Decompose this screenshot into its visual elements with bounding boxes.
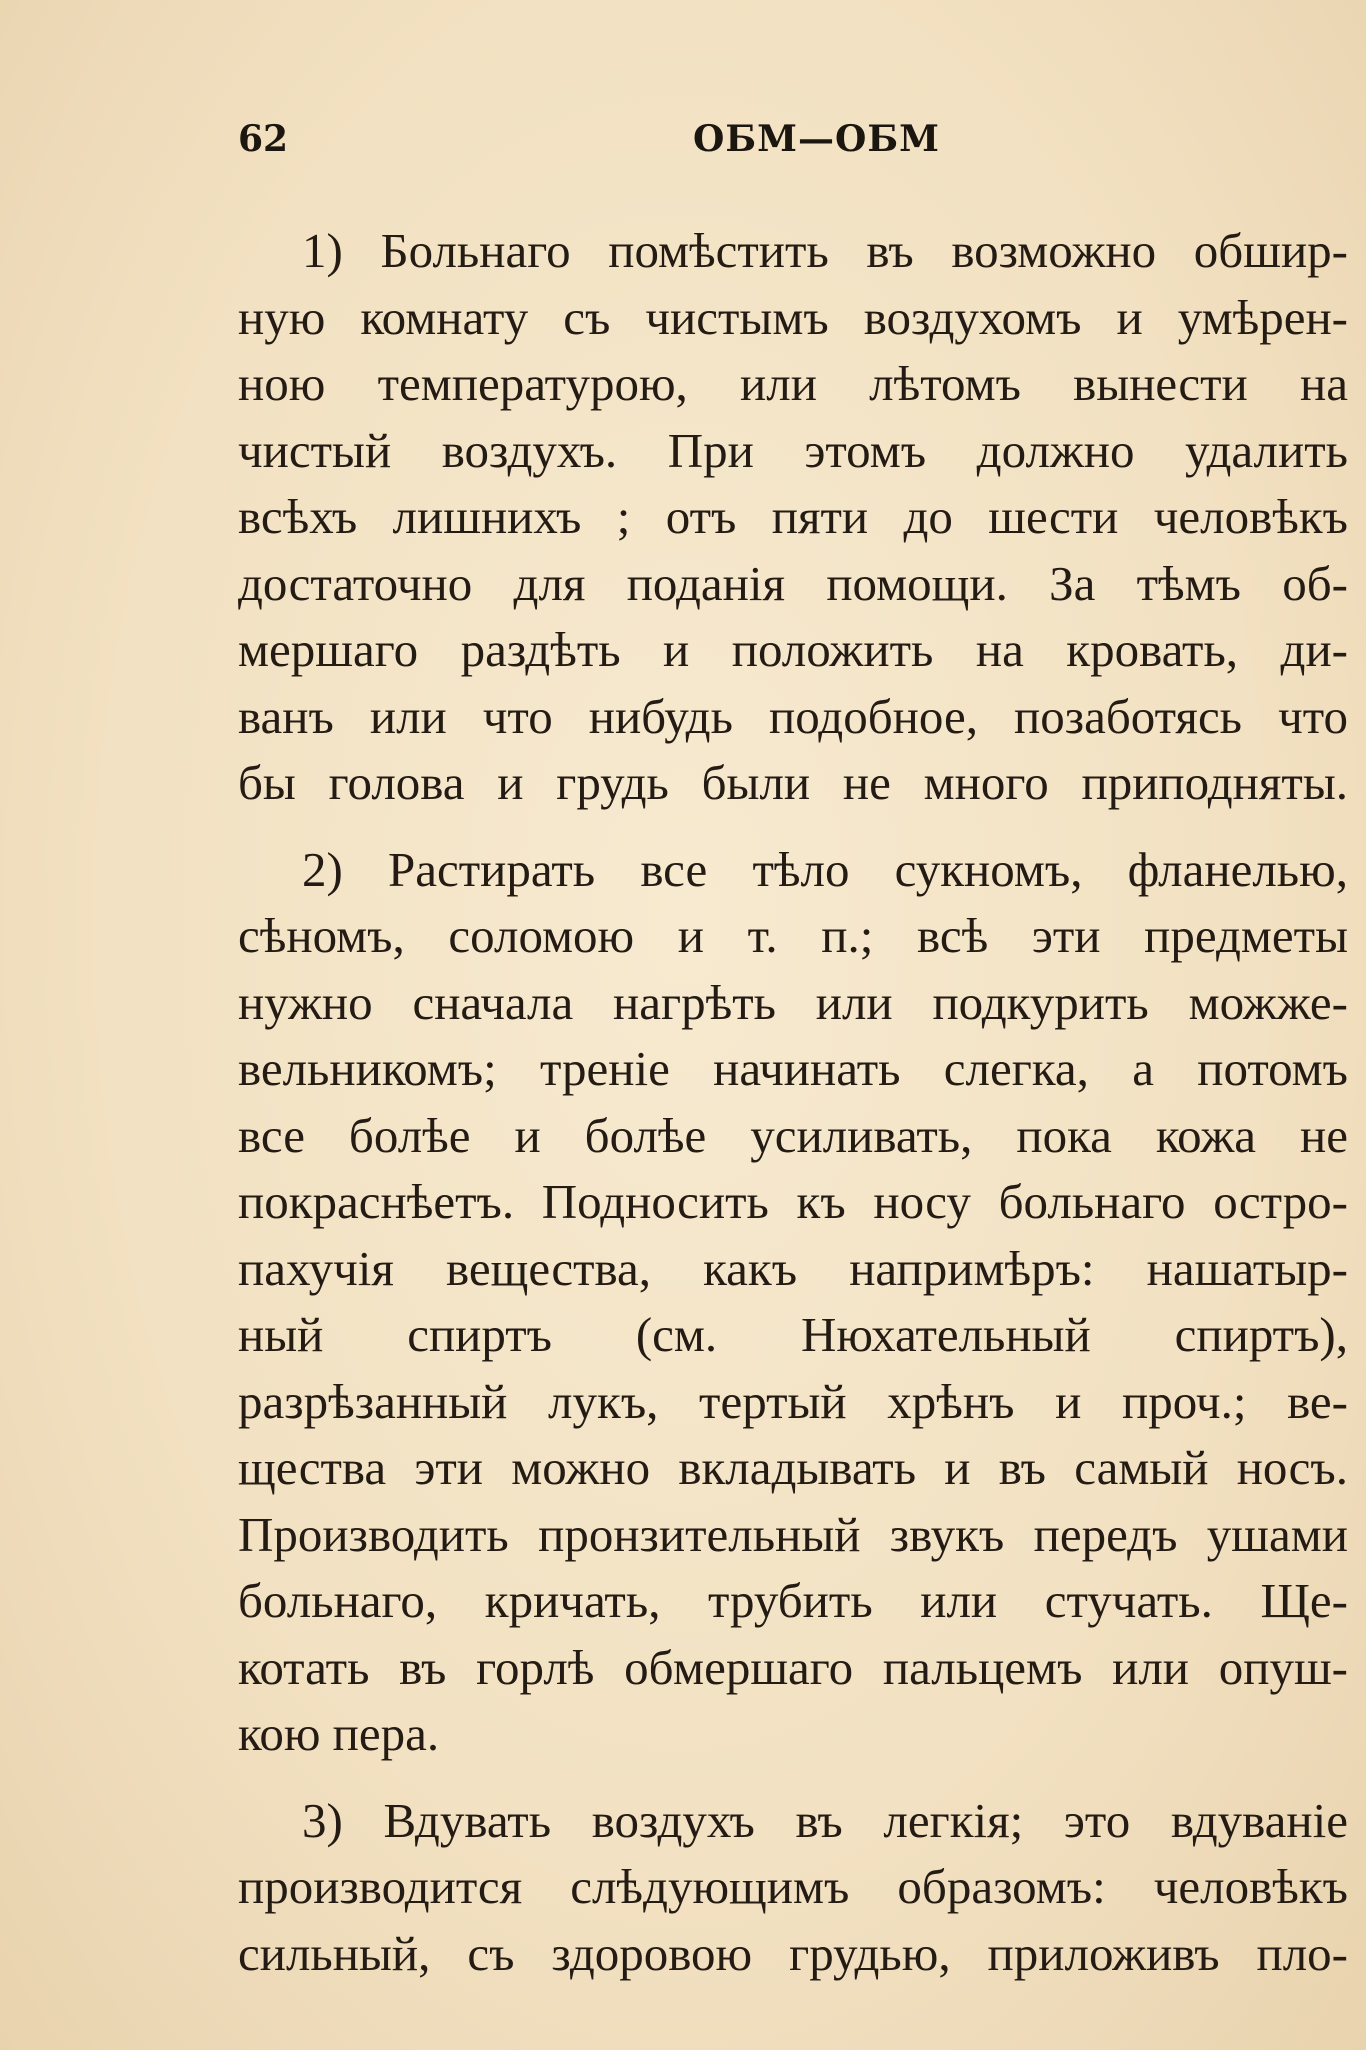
paragraph-2 (238, 837, 1348, 1768)
running-head: ОБМ—ОБМ (693, 118, 940, 160)
text-line: 3) Вдувать воздухъ въ легкія; это вдуваніе (302, 1792, 1348, 1848)
text-line: нужно сначала нагрѣть или подкурить можже- (238, 974, 1348, 1030)
text-line: сѣномъ, соломою и т. п.; всѣ эти предметы (238, 908, 1348, 963)
page-header (238, 112, 1366, 172)
text-line: вельникомъ; треніе начинать слегка, а потомъ (238, 1041, 1348, 1096)
text-line: производится слѣдующимъ образомъ: человѣкъ (238, 1859, 1348, 1914)
text-line: покраснѣетъ. Подносить къ носу больнаго остро- (238, 1174, 1348, 1229)
text-line: всѣхъ лишнихъ ; отъ пяти до шести человѣкъ (238, 489, 1348, 544)
paragraph-1 (238, 218, 1348, 817)
body-text (238, 218, 1348, 1987)
text-line: достаточно для поданія помощи. За тѣмъ об- (238, 555, 1348, 611)
paragraph-gap (238, 1768, 1348, 1788)
paragraph-3 (238, 1788, 1348, 1988)
text-line: кою пера. (238, 1706, 440, 1761)
text-line: сильный, съ здоровою грудью, приложивъ пло- (238, 1925, 1348, 1981)
text-line: ный спиртъ (см. Нюхательный спиртъ), (238, 1307, 1348, 1362)
text-line: 2) Растирать все тѣло сукномъ, фланелью, (302, 841, 1348, 897)
text-line: ную комнату съ чистымъ воздухомъ и умѣрен- (238, 289, 1348, 345)
page-number: 62 (238, 118, 289, 160)
text-line: ванъ или что нибудь подобное, позаботясь что (238, 688, 1348, 744)
text-line: котать въ горлѣ обмершаго пальцемъ или опуш- (238, 1639, 1348, 1695)
text-line: больнаго, кричать, трубить или стучать. Ще- (238, 1573, 1348, 1628)
text-line: мершаго раздѣть и положить на кровать, ди- (238, 622, 1348, 677)
text-line: все болѣе и болѣе усиливать, пока кожа не (238, 1107, 1348, 1163)
text-line: ною температурою, или лѣтомъ вынести на (238, 356, 1348, 411)
text-line: 1) Больнаго помѣстить въ возможно обшир- (302, 223, 1348, 278)
paragraph-gap (238, 817, 1348, 837)
text-line: пахучія вещества, какъ напримѣръ: нашатыр- (238, 1240, 1348, 1296)
text-line: Производить пронзительный звукъ передъ ушами (238, 1506, 1348, 1562)
text-line: чистый воздухъ. При этомъ должно удалить (238, 422, 1348, 478)
text-line: бы голова и грудь были не много приподняты. (238, 755, 1348, 810)
text-line: щества эти можно вкладывать и въ самый носъ. (238, 1440, 1348, 1495)
text-line: разрѣзанный лукъ, тертый хрѣнъ и проч.; ве- (238, 1373, 1348, 1429)
